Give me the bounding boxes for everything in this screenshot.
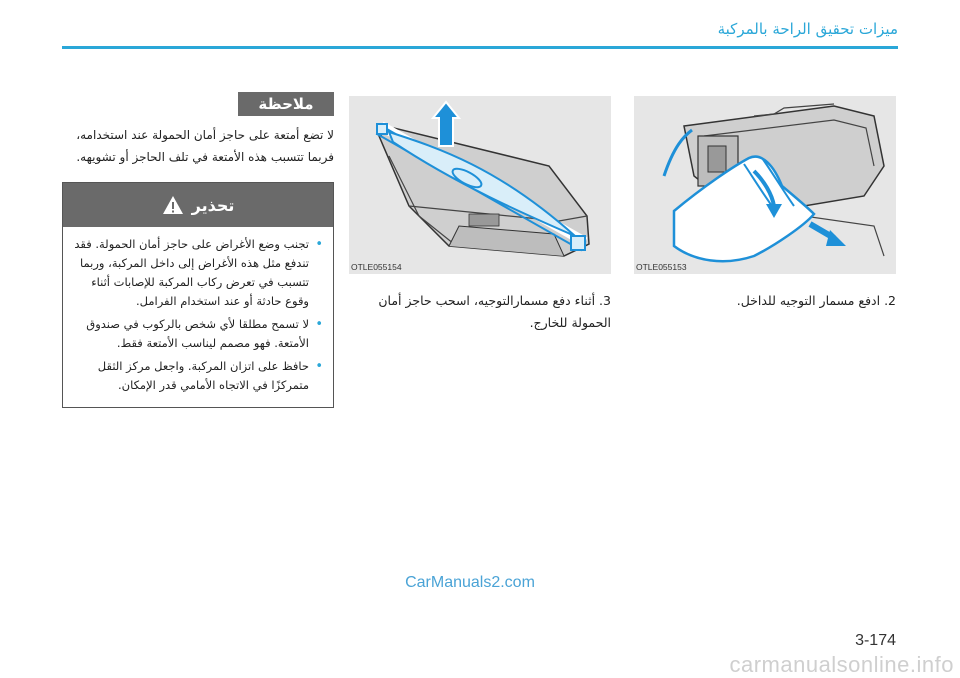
warning-title: تحذير [191, 195, 235, 215]
figure-pull-cover [349, 96, 611, 274]
page-number: 3-174 [855, 632, 896, 649]
warning-item: • لا تسمح مطلقا لأي شخص بالركوب في صندوق الأمتعة. فهو مصمم ليناسب الأمتعة فقط. [71, 315, 323, 353]
footer-watermark: carmanualsonline.info [729, 652, 954, 677]
note-label: ملاحظة [238, 92, 334, 116]
step-3-caption: 3. أثناء دفع مسمارالتوجيه، اسحب حاجز أمان الحمولة للخارج. [378, 293, 611, 330]
warning-header [63, 183, 333, 227]
warning-item: • حافظ على اتزان المركبة. واجعل مركز الثقل متمركزًا في الاتجاه الأمامي قدر الإمكان. [71, 357, 323, 395]
warning-item: • تجنب وضع الأغراض على حاجز أمان الحمولة. فقد تندفع مثل هذه الأغراض إلى داخل المركبة، وربما تتسبب في تعرض ركاب المركبة للإصابات أثناء وقوع حادثة أو عند استخدام الفرامل. [71, 235, 323, 311]
figure-code: OTLE055154 [351, 262, 402, 272]
guide-pin-illustration [634, 96, 896, 274]
cargo-cover-illustration [349, 96, 611, 274]
header-divider [62, 46, 898, 49]
watermark-link[interactable]: CarManuals2.com [405, 574, 535, 591]
warning-list [63, 227, 333, 395]
warning-triangle-icon [162, 195, 184, 215]
step-2-caption: 2. ادفع مسمار التوجيه للداخل. [736, 293, 896, 308]
figure-push-pin [634, 96, 896, 274]
section-title: ميزات تحقيق الراحة بالمركبة [717, 20, 898, 38]
note-text: لا تضع أمتعة على حاجز أمان الحمولة عند استخدامه، فربما تتسبب هذه الأمتعة في تلف الحاجز أو تشويهه. [76, 128, 334, 164]
figure-code: OTLE055153 [636, 262, 687, 272]
warning-box [62, 182, 334, 408]
